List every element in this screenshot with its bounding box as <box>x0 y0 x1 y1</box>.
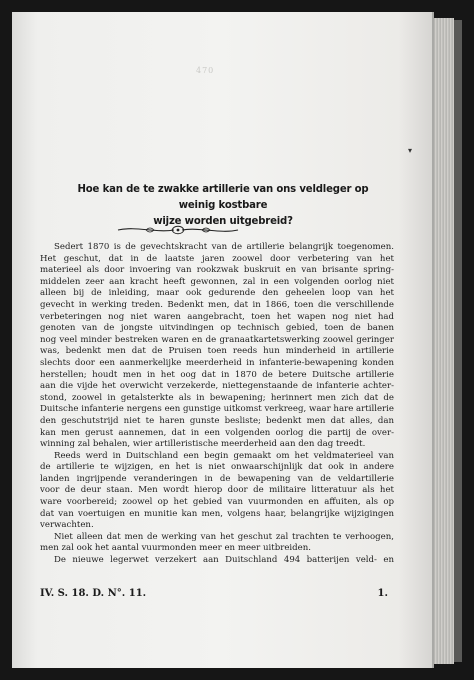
sheet-number: 1. <box>377 588 388 599</box>
page-edge-shadow <box>454 20 462 662</box>
body-line: herstellen; houdt men in het oog dat in 1870 de betere Duitsche artillerie <box>40 369 394 380</box>
ornament-divider-icon <box>116 224 240 236</box>
body-line: genoten van de jongste uitvindingen op technisch gebied, toen de banen <box>40 323 394 334</box>
margin-mark-icon: ▾ <box>408 146 413 155</box>
body-line: middelen zeer aan kracht heeft gewonnen, zal in een volgenden oorlog niet <box>40 276 394 287</box>
body-line: slechts door een aanmerkelijke meerderheid in infanterie-bewapening konden <box>40 357 394 368</box>
article-body <box>40 242 394 567</box>
body-line: ware voorbereid; zoowel op het gebied van vuurmonden en affuiten, als op <box>40 497 394 508</box>
body-line: men zal ook het aantal vuurmonden meer en meer uitbreiden. <box>40 543 312 554</box>
body-line: verbeteringen nog niet waren aangebracht, toen het wapen nog niet had <box>40 311 394 322</box>
body-line: landen ingrijpende veranderingen in de bewapening van de veldartillerie <box>40 473 394 484</box>
body-line: Het geschut, dat in de laatste jaren zoowel door verbetering van het <box>40 253 394 264</box>
article-title <box>71 181 375 229</box>
body-line: was, bedenkt men dat de Pruisen toen reeds hun minderheid in artillerie <box>40 346 394 357</box>
body-line: De nieuwe legerwet verzekert aan Duitschland 494 batterijen veld- en <box>54 555 394 566</box>
body-line: Reeds werd in Duitschland een begin gemaakt om het veldmaterieel van <box>54 450 394 461</box>
body-line: Duitsche infanterie nergens een gunstige uitkomst verkreeg, waar hare artillerie <box>40 404 394 415</box>
body-line: materieel als door invoering van rookzwak buskruit en van brisante spring- <box>40 265 394 276</box>
body-line: den geschutstrijd niet te haren gunste besliste; bedenkt men dat alles, dan <box>40 415 394 426</box>
body-line: winning zal behalen, wier artilleristische meerderheid aan den dag treedt. <box>40 439 366 450</box>
body-line: voor de deur staan. Men wordt hierop door de militaire litteratuur als het <box>40 485 394 496</box>
page-edges <box>432 18 454 664</box>
body-line: kan men gerust aannemen, dat in een volgenden oorlog die partij de over- <box>40 427 394 438</box>
page-footer <box>40 588 394 602</box>
body-line: nog veel minder bestreken waren en de granaatkartetswerking zoowel geringer <box>40 334 394 345</box>
body-line: de artillerie te wijzigen, en het is niet onwaarschijnlijk dat ook in andere <box>40 462 394 473</box>
body-line: stond, zoowel in getalsterkte als in bewapening; herinnert men zich dat de <box>40 392 394 403</box>
signature-mark: IV. S. 18. D. N°. 11. <box>40 588 147 599</box>
page-number: 470 <box>196 66 215 75</box>
title-line-1: Hoe kan de te zwakke artillerie van ons veldleger op weinig kostbare <box>77 182 369 211</box>
title-line-2: wijze worden uitgebreid? <box>153 214 293 227</box>
body-line: Sedert 1870 is de gevechtskracht van de artillerie belangrijk toegenomen. <box>54 242 394 252</box>
body-line: verwachten. <box>40 520 94 531</box>
body-line: alleen bij de inleiding, maar ook gedurende den geheelen loop van het <box>40 288 394 299</box>
body-line: aan die vijde het overwicht verzekerde, niettegenstaande de infanterie achter- <box>40 381 394 392</box>
body-line: gevecht in werking treden. Bedenkt men, dat in 1866, toen die verschillende <box>40 299 394 310</box>
body-line: Niet alleen dat men de werking van het geschut zal trachten te verhoogen, <box>54 531 394 542</box>
body-line: dat van voertuigen en munitie kan men, volgens haar, belangrijke wijzigingen <box>40 508 394 519</box>
